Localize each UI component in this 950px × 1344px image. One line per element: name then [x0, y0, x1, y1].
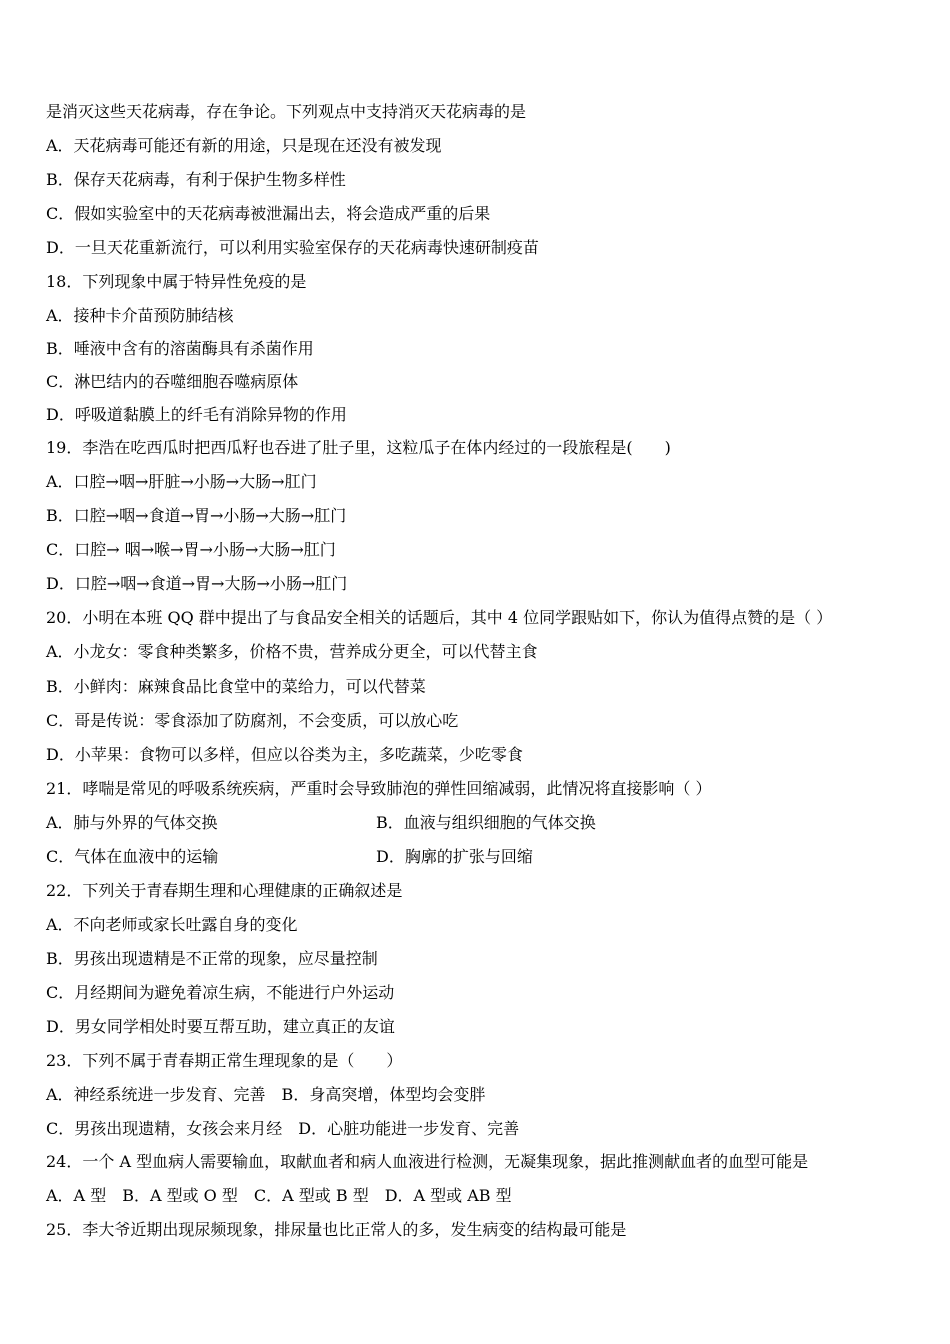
q22-option-b: B．男孩出现遗精是不正常的现象，应尽量控制	[46, 949, 378, 968]
q20-option-c: C．哥是传说：零食添加了防腐剂，不会变质，可以放心吃	[46, 711, 459, 730]
q18-option-d: D．呼吸道黏膜上的纤毛有消除异物的作用	[46, 405, 347, 424]
q23-options-line2: C．男孩出现遗精，女孩会来月经 D．心脏功能进一步发育、完善	[46, 1119, 520, 1138]
q22-option-d: D．男女同学相处时要互帮互助，建立真正的友谊	[46, 1017, 395, 1036]
q18-option-c: C．淋巴结内的吞噬细胞吞噬病原体	[46, 372, 299, 391]
q18-option-a: A．接种卡介苗预防肺结核	[46, 306, 234, 325]
q25-stem: 25．李大爷近期出现尿频现象，排尿量也比正常人的多，发生病变的结构最可能是	[46, 1220, 627, 1239]
q22-option-a: A．不向老师或家长吐露自身的变化	[46, 915, 298, 934]
q22-option-c: C．月经期间为避免着凉生病，不能进行户外运动	[46, 983, 395, 1002]
q17-option-b: B．保存天花病毒，有利于保护生物多样性	[46, 170, 346, 189]
q21-option-c: C．气体在血液中的运输	[46, 847, 219, 866]
q19-option-c: C．口腔→ 咽→喉→胃→小肠→大肠→肛门	[46, 540, 336, 559]
q20-stem: 20．小明在本班 QQ 群中提出了与食品安全相关的话题后，其中 4 位同学跟贴如下，你认为值得点赞的是（ ）	[46, 608, 833, 627]
q21-options-row1	[46, 813, 596, 833]
q18-stem: 18．下列现象中属于特异性免疫的是	[46, 272, 307, 291]
q21-stem: 21．哮喘是常见的呼吸系统疾病，严重时会导致肺泡的弹性回缩减弱，此情况将直接影响（ ）	[46, 779, 712, 798]
q20-option-a: A．小龙女：零食种类繁多，价格不贵，营养成分更全，可以代替主食	[46, 642, 538, 661]
q17-option-a: A．天花病毒可能还有新的用途，只是现在还没有被发现	[46, 136, 442, 155]
q21-option-d: D．胸廓的扩张与回缩	[376, 847, 533, 866]
q20-option-d: D．小苹果：食物可以多样，但应以谷类为主，多吃蔬菜，少吃零食	[46, 745, 523, 764]
q21-option-b: B．血液与组织细胞的气体交换	[376, 813, 596, 832]
q19-option-a: A．口腔→咽→肝脏→小肠→大肠→肛门	[46, 472, 317, 491]
q20-option-b: B．小鲜肉：麻辣食品比食堂中的菜给力，可以代替菜	[46, 677, 426, 696]
q23-options-line1: A．神经系统进一步发育、完善 B．身高突增，体型均会变胖	[46, 1085, 486, 1104]
q24-options-line: A．A 型 B．A 型或 O 型 C．A 型或 B 型 D．A 型或 AB 型	[46, 1186, 512, 1205]
q19-option-d: D．口腔→咽→食道→胃→大肠→小肠→肛门	[46, 574, 348, 593]
q21-options-row2	[46, 847, 533, 867]
q18-option-b: B．唾液中含有的溶菌酶具有杀菌作用	[46, 339, 314, 358]
q22-stem: 22．下列关于青春期生理和心理健康的正确叙述是	[46, 881, 403, 900]
q17-option-c: C．假如实验室中的天花病毒被泄漏出去，将会造成严重的后果	[46, 204, 491, 223]
q21-option-a: A．肺与外界的气体交换	[46, 813, 218, 832]
q17-stem-tail: 是消灭这些天花病毒，存在争论。下列观点中支持消灭天花病毒的是	[46, 102, 527, 121]
q23-stem: 23．下列不属于青春期正常生理现象的是（ ）	[46, 1051, 403, 1070]
q19-stem: 19．李浩在吃西瓜时把西瓜籽也吞进了肚子里，这粒瓜子在体内经过的一段旅程是( )	[46, 438, 671, 457]
q24-stem: 24．一个 A 型血病人需要输血，取献血者和病人血液进行检测，无凝集现象，据此推测献血者的血型可能是	[46, 1152, 809, 1171]
q17-option-d: D．一旦天花重新流行，可以利用实验室保存的天花病毒快速研制疫苗	[46, 238, 539, 257]
q19-option-b: B．口腔→咽→食道→胃→小肠→大肠→肛门	[46, 506, 347, 525]
